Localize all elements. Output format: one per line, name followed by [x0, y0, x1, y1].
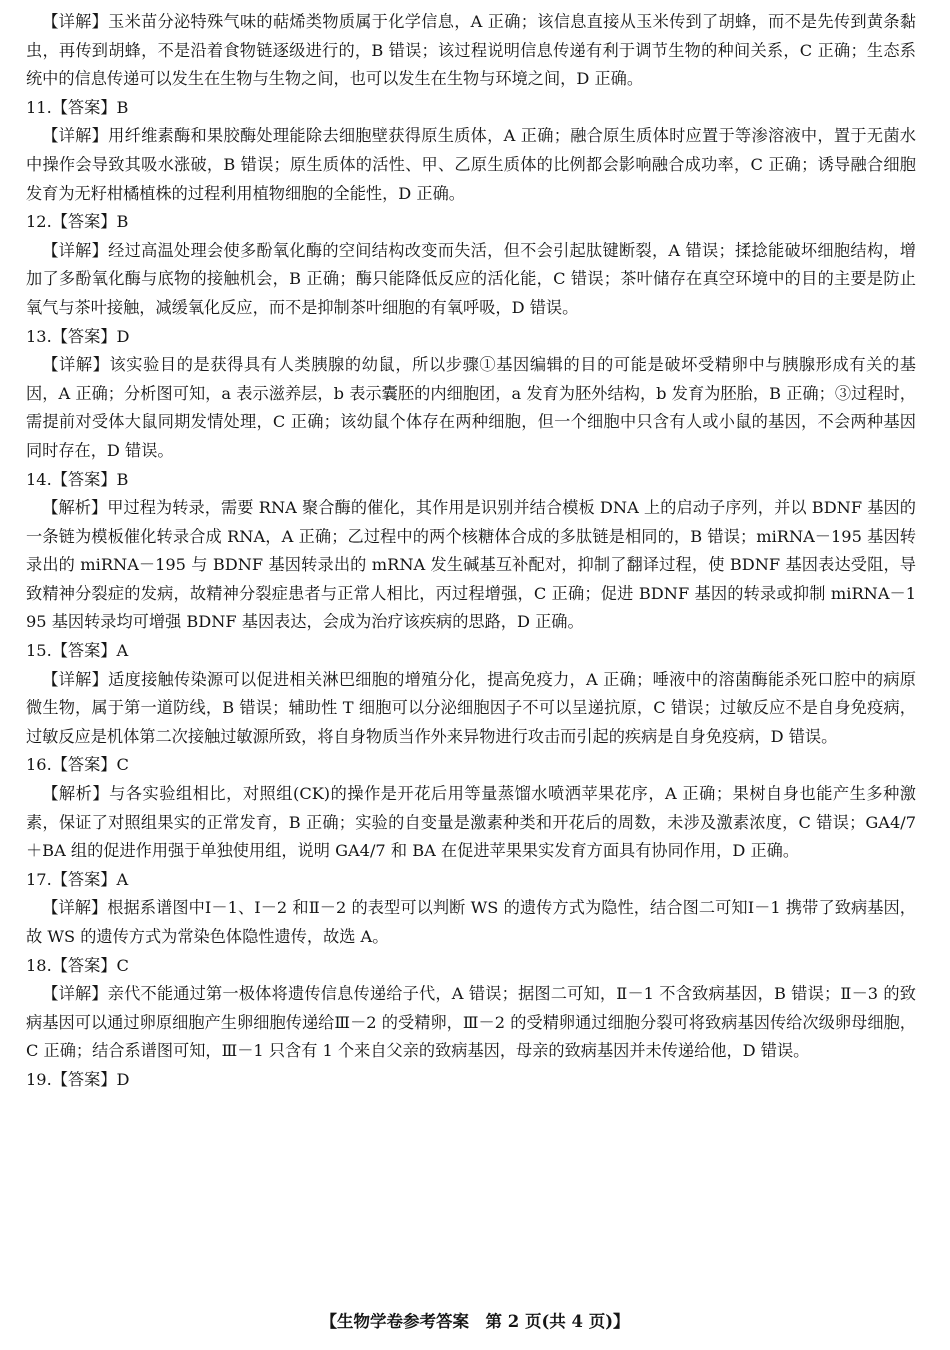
explanation-10: 【详解】玉米苗分泌特殊气味的萜烯类物质属于化学信息，A 正确；该信息直接从玉米传到了胡蜂，而不是先传到黄条黏虫，再传到胡蜂，不是沿着食物链逐级进行的，B 错误；该过程说明信息传递有利于调节生物的种间关系，C 正确；生态系统中的信息传递可以发生在生物与生物之间，也可以发生在生物与环境之间，D 正确。: [26, 12, 916, 89]
explanation-16: 【解析】与各实验组相比，对照组(CK)的操作是开花后用等量蒸馏水喷洒苹果花序，A 正确；果树自身也能产生多种激素，保证了对照组果实的正常发育，B 正确；实验的自变量是激素种类和开花后的周数，未涉及激素浓度，C 错误；GA4/7＋BA 组的促进作用强于单独使用组，说明 GA4/7 和 BA 在促进苹果果实发育方面具有协同作用，D 正确。: [26, 784, 916, 861]
answer-15: 15.【答案】A: [26, 641, 129, 661]
explanation-11: 【详解】用纤维素酶和果胶酶处理能除去细胞壁获得原生质体，A 正确；融合原生质体时应置于等渗溶液中，置于无菌水中操作会导致其吸水涨破，B 错误；原生质体的活性、甲、乙原生质体的比例都会影响融合成功率，C 正确；诱导融合细胞发育为无籽柑橘植株的过程利用植物细胞的全能性，D 正确。: [26, 126, 916, 203]
answer-18: 18.【答案】C: [26, 955, 129, 975]
answer-12: 12.【答案】B: [26, 212, 129, 232]
answer-14: 14.【答案】B: [26, 469, 129, 489]
explanation-17: 【详解】根据系谱图中Ⅰ－1、Ⅰ－2 和Ⅱ－2 的表型可以判断 WS 的遗传方式为隐性，结合图二可知Ⅰ－1 携带了致病基因，故 WS 的遗传方式为常染色体隐性遗传，故选 A。: [26, 898, 916, 946]
answer-key-content: [26, 8, 916, 1095]
explanation-12: 【详解】经过高温处理会使多酚氧化酶的空间结构改变而失活，但不会引起肽键断裂，A 错误；揉捻能破坏细胞结构，增加了多酚氧化酶与底物的接触机会，B 正确；酶只能降低反应的活化能，C 错误；茶叶储存在真空环境中的目的主要是防止氧气与茶叶接触，减缓氧化反应，而不是抑制茶叶细胞的有氧呼吸，D 错误。: [26, 240, 916, 317]
explanation-13: 【详解】该实验目的是获得具有人类胰腺的幼鼠，所以步骤①基因编辑的目的可能是破坏受精卵中与胰腺形成有关的基因，A 正确；分析图可知，a 表示滋养层，b 表示囊胚的内细胞团，a 发育为胚外结构，b 发育为胚胎，B 正确；③过程时，需提前对受体大鼠同期发情处理，C 正确；该幼鼠个体存在两种细胞，但一个细胞中只含有人或小鼠的基因，不会两种基因同时存在，D 错误。: [26, 355, 916, 460]
answer-16: 16.【答案】C: [26, 755, 129, 775]
explanation-18: 【详解】亲代不能通过第一极体将遗传信息传递给子代，A 错误；据图二可知，Ⅱ－1 不含致病基因，B 错误；Ⅱ－3 的致病基因可以通过卵原细胞产生卵细胞传递给Ⅲ－2 的受精卵，Ⅲ－2 的受精卵通过细胞分裂可将致病基因传给次级卵母细胞，C 正确；结合系谱图可知，Ⅲ－1 只含有 1 个来自父亲的致病基因，母亲的致病基因并未传递给他，D 错误。: [26, 984, 916, 1061]
answer-17: 17.【答案】A: [26, 869, 129, 889]
explanation-14: 【解析】甲过程为转录，需要 RNA 聚合酶的催化，其作用是识别并结合模板 DNA 上的启动子序列，并以 BDNF 基因的一条链为模板催化转录合成 RNA，A 正确；乙过程中的两个核糖体合成的多肽链是相同的，B 错误；miRNA－195 基因转录出的 miRNA－195 与 BDNF 基因转录出的 mRNA 发生碱基互补配对，抑制了翻译过程，使 BDNF 基因表达受阻，导致精神分裂症的发病，故精神分裂症患者与正常人相比，丙过程增强，C 正确；促进 BDNF 基因的转录或抑制 miRNA－195 基因转录均可增强 BDNF 基因表达，会成为治疗该疾病的思路，D 正确。: [26, 498, 916, 632]
answer-11: 11.【答案】B: [26, 97, 129, 117]
page-footer: 【生物学卷参考答案 第 2 页(共 4 页)】: [320, 1312, 630, 1331]
explanation-15: 【详解】适度接触传染源可以促进相关淋巴细胞的增殖分化，提高免疫力，A 正确；唾液中的溶菌酶能杀死口腔中的病原微生物，属于第一道防线，B 错误；辅助性 T 细胞可以分泌细胞因子不可以呈递抗原，C 错误；过敏反应不是自身免疫病，过敏反应是机体第二次接触过敏源所致，将自身物质当作外来异物进行攻击而引起的疾病是自身免疫病，D 错误。: [26, 669, 916, 746]
answer-19: 19.【答案】D: [26, 1069, 130, 1089]
answer-13: 13.【答案】D: [26, 326, 130, 346]
